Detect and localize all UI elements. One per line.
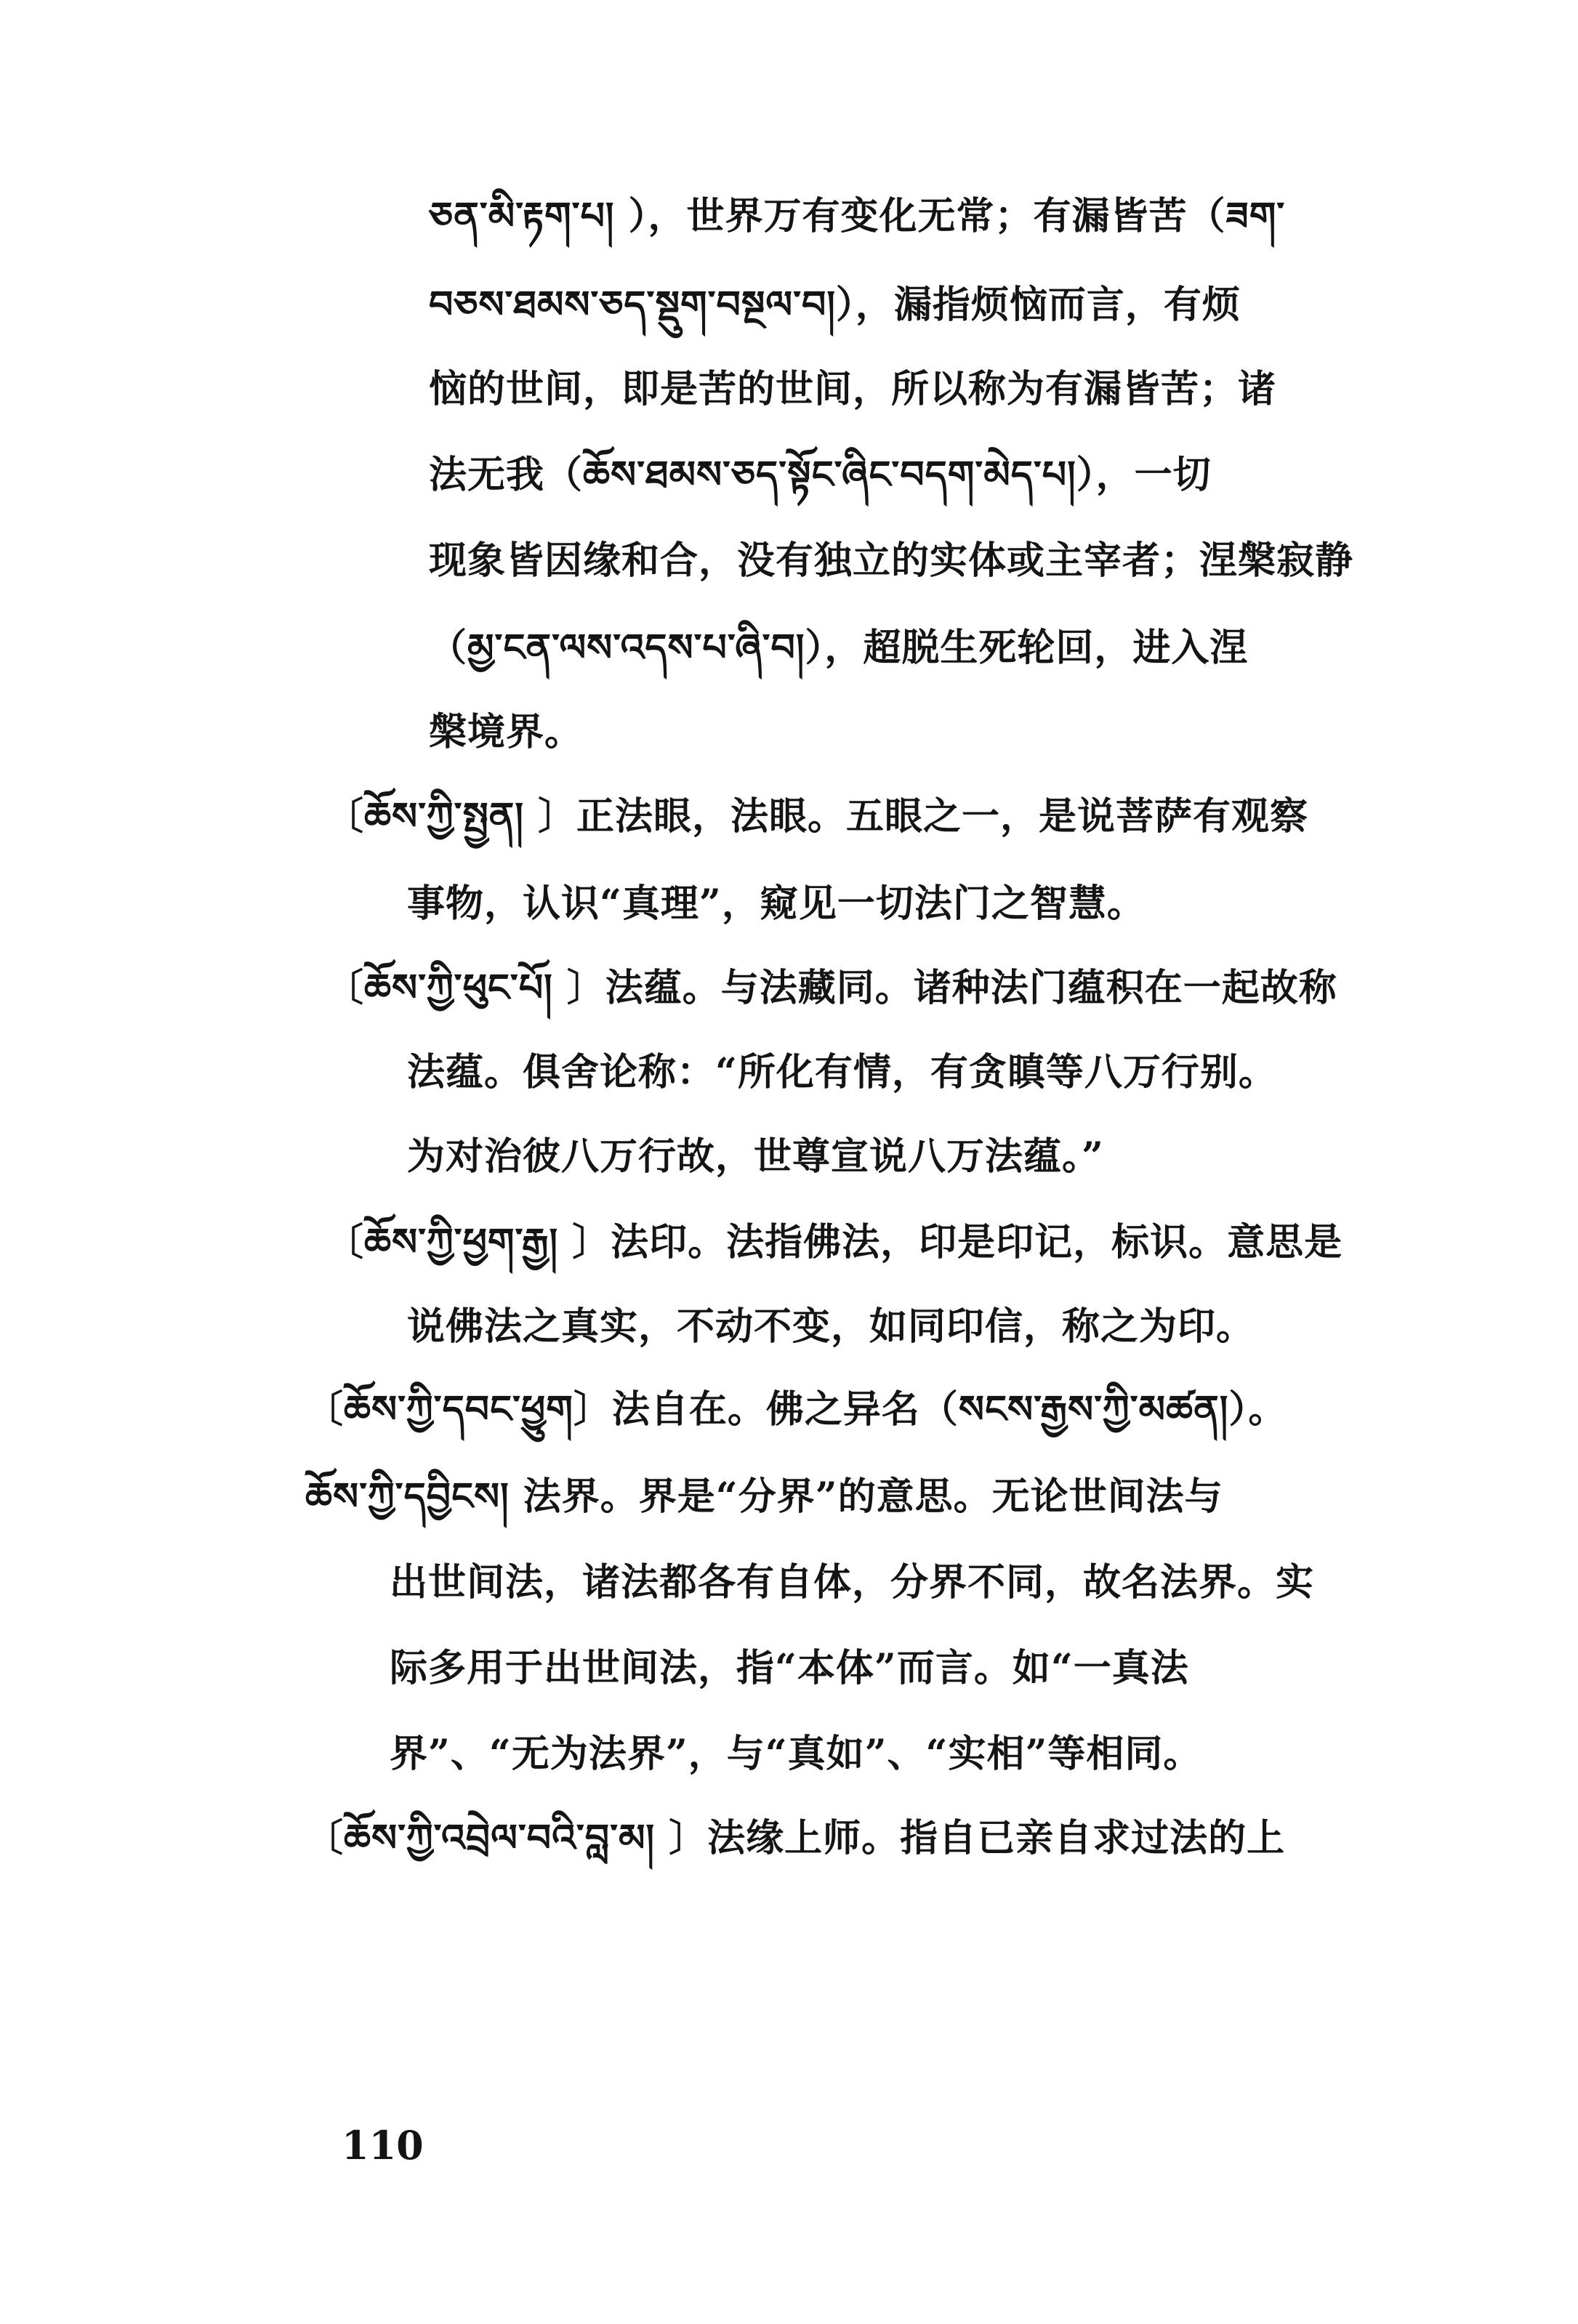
entry-headline: 〔ཆོས་ཀྱི་དབང་ཕྱུག〕法自在。佛之异名（སངས་རྒྱས་ཀྱི་མཚན།）。 [305,1387,1287,1432]
text-line: 恼的世间，即是苦的世间，所以称为有漏皆苦；诸 [429,367,1277,411]
text-line: 说佛法之真实，不动不变，如同印信，称之为印。 [407,1304,1255,1349]
text-line: 出世间法，诸法都各有自体，分界不同，故名法界。实 [390,1560,1315,1605]
text-line: 界”、“无为法界”，与“真如”、“实相”等相同。 [390,1732,1202,1776]
entry-headline: 〔ཆོས་ཀྱི་ཕུང་པོ། 〕法蕴。与法藏同。诸种法门蕴积在一起故称 [326,966,1337,1010]
text-line: 法蕴。俱舍论称：“所化有情，有贪瞋等八万行别。 [407,1050,1277,1094]
entry-headline: 〔ཆོས་ཀྱི་སྤྱན། 〕正法眼，法眼。五眼之一，是说菩萨有观察 [326,794,1309,839]
entry-headline: 〔ཆོས་ཀྱི་འབྲེལ་བའི་བླ་མ། 〕法缘上师。指自已亲自求过法的上 [305,1816,1286,1860]
text-line: 法无我（ཆོས་ཐམས་ཅད་སྟོང་ཞིང་བདག་མེད་པ།），一切 [429,453,1212,497]
text-line: བཅས་ཐམས་ཅད་སྡུག་བསྔལ་བ།），漏指烦恼而言，有烦 [429,283,1241,327]
text-line: 现象皆因缘和合，没有独立的实体或主宰者；涅槃寂静 [429,538,1354,583]
text-line: （མྱ་ངན་ལས་འདས་པ་ཞི་བ།），超脱生死轮回，进入涅 [429,626,1249,670]
entry-headline: 〔ཆོས་ཀྱི་ཕྱག་རྒྱ། 〕法印。法指佛法，印是印记，标识。意思是 [326,1220,1343,1264]
entry-headline: ཆོས་ཀྱི་དབྱིངས། 法界。界是“分界”的意思。无论世间法与 [305,1474,1223,1519]
text-line: 槃境界。 [429,710,584,754]
page-number: 110 [342,2122,424,2168]
text-line: 际多用于出世间法，指“本体”而言。如“一真法 [390,1646,1189,1690]
text-line: 为对治彼八万行故，世尊宣说八万法蕴。” [407,1134,1104,1179]
text-line: 事物，认识“真理”，窥见一切法门之智慧。 [407,881,1146,926]
text-line: ཅན་མི་རྟག་པ། ），世界万有变化无常；有漏皆苦（ཟག་ [429,194,1286,238]
